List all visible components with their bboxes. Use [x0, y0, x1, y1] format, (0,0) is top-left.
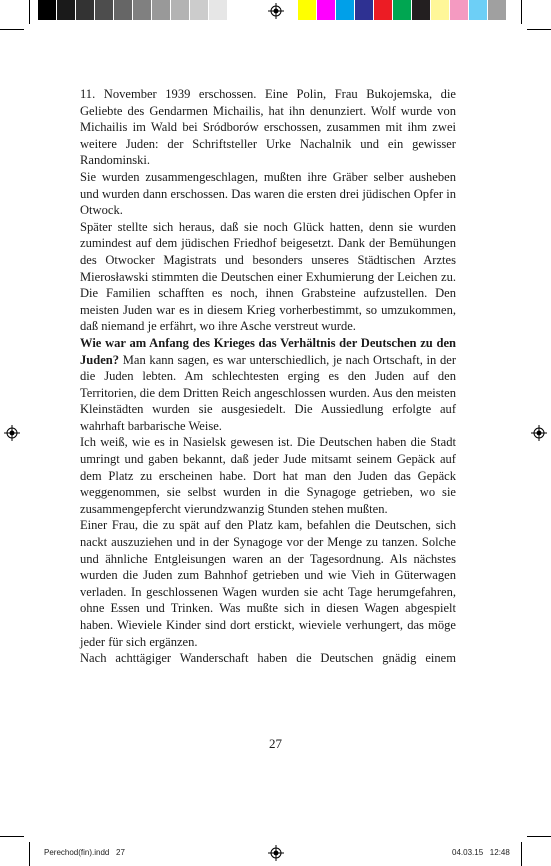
body-text [80, 86, 456, 667]
gray-swatch [38, 0, 57, 20]
crop-mark-br-h [527, 836, 551, 837]
gray-swatch [133, 0, 152, 20]
crop-mark-tl-v [29, 0, 30, 24]
registration-mark-icon [531, 425, 547, 441]
slug-filename: Perechod(fin).indd 27 [44, 848, 125, 857]
gray-swatch [190, 0, 209, 20]
gray-swatch [76, 0, 95, 20]
color-swatch [336, 0, 355, 20]
crop-mark-br-v [521, 842, 522, 866]
paragraph-question [80, 335, 456, 435]
grayscale-bar [38, 0, 247, 20]
color-swatch [469, 0, 488, 20]
gray-swatch [114, 0, 133, 20]
color-swatch [393, 0, 412, 20]
gray-swatch [95, 0, 114, 20]
gray-swatch [57, 0, 76, 20]
registration-mark-icon [268, 3, 284, 19]
slug-date: 04.03.15 12:48 [452, 848, 510, 857]
color-swatch [488, 0, 507, 20]
crop-mark-bl-v [29, 842, 30, 866]
crop-mark-tr-v [521, 0, 522, 24]
paragraph: Einer Frau, die zu spät auf den Platz kam, befahlen die Deutschen, sich nackt auszuziehen und in der Synagoge vor der Menge zu tanzen. Solche und ähnliche Entgleisungen waren an der Tagesordnung. Als nächstes wurden die Juden zum Bahnhof getrieben und wie Vieh in Güterwagen verladen. In geschlossenen Wagen wurden sie acht Tage herumgefahren, ohne Essen und Trinken. Was mußte sich in diesen Wagen abgespielt haben. Wieviele Kinder sind dort erstickt, wieviele verhungert, das möge jeder für sich ergänzen. [80, 518, 456, 649]
paragraph: Nach achttägiger Wanderschaft haben die Deutschen gnädig einem [80, 651, 456, 666]
color-bar [298, 0, 507, 20]
page-number: 27 [269, 736, 282, 751]
color-swatch [355, 0, 374, 20]
color-swatch [298, 0, 317, 20]
gray-swatch [228, 0, 247, 20]
gray-swatch [171, 0, 190, 20]
interview-question: Wie war am Anfang des Krieges das Verhältnis der Deutschen zu den Juden? [80, 335, 456, 367]
crop-mark-tr-h [527, 29, 551, 30]
gray-swatch [152, 0, 171, 20]
interview-answer: Man kann sagen, es war unterschiedlich, je nach Ortschaft, in der die Juden lebten. Am schlechtesten erging es den Juden auf den Territorien, die dem Dritten Reich angeschlossen wurden. Aus den meisten Kleinstädten wurden sie ausgesiedelt. Die Aussiedlung erfolgte auf wahrhaft barbarische Weise. [80, 352, 456, 433]
color-swatch [450, 0, 469, 20]
registration-mark-icon [4, 425, 20, 441]
crop-mark-tl-h [0, 29, 24, 30]
registration-mark-icon [268, 845, 284, 861]
crop-mark-bl-h [0, 836, 24, 837]
color-swatch [317, 0, 336, 20]
color-swatch [412, 0, 431, 20]
paragraph: 11. November 1939 erschossen. Eine Polin, Frau Bukojemska, die Geliebte des Gendarmen Michailis, hat ihn denunziert. Wolf wurde von Michailis im Wald bei Sródborów erschossen, zusammen mit ihm zwei weitere Juden: der Schriftsteller Urke Nachalnik und ein gewisser Randominski. [80, 87, 456, 168]
paragraph: Sie wurden zusammengeschlagen, mußten ihre Gräber selber ausheben und wurden dann erschossen. Das waren die ersten drei jüdischen Opfer in Otwock. [80, 169, 456, 218]
gray-swatch [209, 0, 228, 20]
color-swatch [431, 0, 450, 20]
color-swatch [374, 0, 393, 20]
paragraph: Später stellte sich heraus, daß sie noch Glück hatten, denn sie wurden zumindest auf dem jüdischen Friedhof beigesetzt. Dank der Bemühungen des Otwocker Magistrats und besonders unseres Städtischen Arztes Mierosławski stimmten die Deutschen einer Exhumierung der Leichen zu. Die Familien schafften es noch, ihnen Grabsteine aufzustellen. Den meisten Juden war es in diesem Krieg vorherbestimmt, so umzukommen, daß niemand je erfährt, wo ihre Asche verstreut wurde. [80, 219, 456, 334]
paragraph: Ich weiß, wie es in Nasielsk gewesen ist. Die Deutschen haben die Stadt umringt und gaben bekannt, daß jeder Jude mitsamt seinem Gepäck auf dem Platz zu erscheinen habe. Dort hat man den Juden das Gepäck weggenommen, sie selbst wurden in die Synagoge getrieben, wo sie zusammengepfercht vierundzwanzig Stunden stehen mußten. [80, 435, 456, 516]
